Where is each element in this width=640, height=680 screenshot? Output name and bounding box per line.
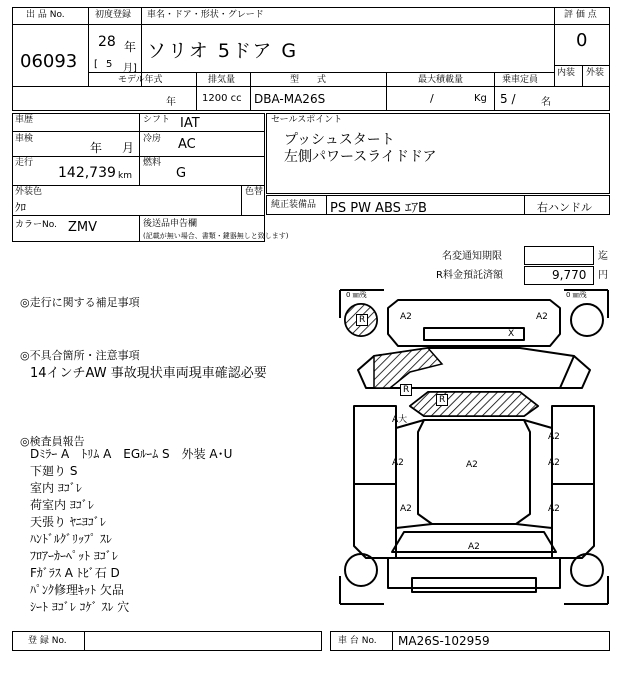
divider xyxy=(12,86,610,87)
defect-notes-text: 14インチAW 事故現状車両現車確認必要 xyxy=(30,366,267,381)
sales-point-label: セールスポイント xyxy=(271,115,343,125)
exterior-color-label: 外装色 xyxy=(15,187,43,197)
ac-label: 冷房 xyxy=(143,134,162,144)
damage-mark-r: R xyxy=(436,394,448,406)
capacity-unit: 名 xyxy=(541,97,551,108)
damage-mark-r: R xyxy=(400,384,412,396)
divider xyxy=(582,65,583,86)
recycle-fee-value: 9,770 xyxy=(552,268,587,282)
equipment-label: 純正装備品 xyxy=(271,200,317,210)
divider xyxy=(12,185,265,186)
model-year-unit: 年 xyxy=(166,97,176,108)
divider xyxy=(12,156,265,157)
registration-number-label: 登 録 No. xyxy=(28,636,67,646)
mileage-value: 142,739 xyxy=(58,165,116,181)
damage-mark-a2: A2 xyxy=(466,460,478,470)
model-type-value: DBA-MA26S xyxy=(254,92,326,106)
divider xyxy=(12,131,265,132)
chassis-number-value: MA26S-102959 xyxy=(398,634,490,648)
score-value: 0 xyxy=(576,30,588,51)
defect-notes-heading: ◎不具合箇所・注意事項 xyxy=(20,349,140,362)
rear-bumper xyxy=(388,558,560,588)
divider xyxy=(241,185,242,215)
damage-mark-a2: A2 xyxy=(548,504,560,514)
max-load-slash: / xyxy=(430,92,434,105)
damage-mark-r: R xyxy=(356,314,368,326)
driving-notes-heading: ◎走行に関する補足事項 xyxy=(20,296,140,309)
sales-point-line-1: プッシュスタート xyxy=(284,132,395,148)
first-registration-label: 初度登録 xyxy=(95,10,132,20)
history-label: 車歴 xyxy=(15,115,34,125)
transfer-deadline-unit: 迄 xyxy=(598,251,608,262)
tire-front-right xyxy=(571,304,603,336)
inspector-line: Fｶﾞﾗｽ A ﾄﾋﾞ石 D xyxy=(30,566,120,580)
first-registration-month: 5 xyxy=(106,59,113,70)
divider xyxy=(88,7,89,86)
month-bracket: [ xyxy=(94,59,98,70)
damage-mark-a2: A2 xyxy=(536,312,548,322)
damage-hatch-windshield xyxy=(410,392,538,416)
mileage-label: 走行 xyxy=(15,158,34,168)
divider xyxy=(12,24,89,25)
damage-mark-a2: A2 xyxy=(468,542,480,552)
displacement-value: 1200 cc xyxy=(202,93,242,104)
divider xyxy=(554,24,610,25)
inspector-line: 室内 ﾖｺﾞﾚ xyxy=(30,481,82,495)
divider xyxy=(326,195,327,215)
inspection-label: 車検 xyxy=(15,134,34,144)
damage-mark-a2: A2 xyxy=(548,458,560,468)
right-fender xyxy=(560,356,590,388)
inspector-line: 天張り ﾔﾆﾖｺﾞﾚ xyxy=(30,515,106,529)
max-load-unit: Kg xyxy=(474,93,487,104)
divider xyxy=(494,72,495,111)
shift-label: シフト xyxy=(143,115,171,125)
capacity-label: 乗車定員 xyxy=(502,75,539,85)
tire-depth-right: 0 ㎜残 xyxy=(566,291,587,299)
after-delivery-label: 後送品申告欄 xyxy=(143,219,198,229)
inspector-line: 荷室内 ﾖｺﾞﾚ xyxy=(30,498,94,512)
type-label: 型 式 xyxy=(290,75,327,85)
score-label: 評 価 点 xyxy=(564,10,597,20)
left-side xyxy=(354,406,396,558)
roof xyxy=(418,420,530,524)
damage-mark-a-large: A大 xyxy=(392,415,408,425)
exterior-color-value: ｸﾛ xyxy=(15,201,26,214)
inspector-line: ﾌﾛｱｰｶｰﾍﾟｯﾄ ﾖｺﾞﾚ xyxy=(30,549,118,563)
damage-mark-a2: A2 xyxy=(548,432,560,442)
inspector-line: ﾊﾟﾝｸ修理ｷｯﾄ 欠品 xyxy=(30,583,124,597)
divider xyxy=(84,631,85,651)
damage-hatch-left-front xyxy=(374,348,442,388)
rear-plate-area xyxy=(412,578,536,592)
first-registration-year: 28 xyxy=(98,34,116,50)
shift-value: IAT xyxy=(180,116,200,131)
ac-value: AC xyxy=(178,137,196,152)
divider xyxy=(196,72,197,111)
chassis-number-label: 車 台 No. xyxy=(338,636,377,646)
divider xyxy=(139,215,140,242)
exterior-score-label: 外装 xyxy=(586,68,605,78)
lot-number-label: 出 品 No. xyxy=(26,10,65,20)
color-number-label: カラーNo. xyxy=(15,220,57,230)
divider xyxy=(139,113,140,185)
fuel-value: G xyxy=(176,166,187,181)
damage-mark-a2: A2 xyxy=(400,312,412,322)
transfer-deadline-label: 名変通知期限 xyxy=(442,251,502,262)
model-year-label: モデル年式 xyxy=(118,75,163,85)
pillar-lines xyxy=(396,420,552,528)
month-unit: 月] xyxy=(123,63,137,74)
inspector-line: ｼｰﾄ ﾖｺﾞﾚ ｺｹﾞ ｽﾚ 穴 xyxy=(30,600,130,614)
steering-position: 右ハンドル xyxy=(537,201,592,214)
inspector-line: 下廻り S xyxy=(30,464,78,478)
displacement-label: 排気量 xyxy=(208,75,236,85)
divider xyxy=(250,72,251,111)
damage-mark-a2: A2 xyxy=(392,458,404,468)
lot-number: 06093 xyxy=(20,51,78,72)
damage-diagram xyxy=(338,288,610,606)
repaint-label: 色替 xyxy=(245,187,264,197)
color-number-value: ZMV xyxy=(68,220,98,235)
divider xyxy=(386,72,387,111)
mileage-unit: km xyxy=(118,171,132,181)
divider xyxy=(392,631,393,651)
divider xyxy=(88,72,554,73)
max-load-label: 最大積載量 xyxy=(418,75,464,85)
inspector-report-list xyxy=(30,446,232,616)
inspector-line: ﾊﾝﾄﾞﾙｸﾞﾘｯﾌﾟ ｽﾚ xyxy=(30,532,112,546)
after-delivery-note: (記載が無い場合、書類・鍵器無しと致します) xyxy=(143,232,289,240)
recycle-fee-unit: 円 xyxy=(598,270,608,281)
transfer-deadline-box xyxy=(524,246,594,265)
damage-mark-x: X xyxy=(508,329,515,339)
inspector-line: Dﾐﾗｰ A ﾄﾘﾑ A EGﾙｰﾑ S 外装 A･U xyxy=(30,447,233,461)
sales-point-line-2: 左側パワースライドドア xyxy=(284,149,437,165)
frame-corner xyxy=(340,576,384,604)
equipment-value: PS PW ABS ｴｱB xyxy=(330,201,427,216)
car-name-label: 車名・ドア・形状・グレード xyxy=(147,10,264,20)
divider xyxy=(554,7,555,86)
interior-score-label: 内装 xyxy=(557,68,576,78)
inspection-month-unit: 月 xyxy=(122,141,135,155)
frame-corner xyxy=(564,576,608,604)
divider xyxy=(88,24,554,25)
divider xyxy=(524,195,525,215)
inspection-year-unit: 年 xyxy=(90,141,103,155)
recycle-fee-label: R料金預託済額 xyxy=(436,270,503,281)
tire-depth-left: 0 ㎜残 xyxy=(346,291,367,299)
fuel-label: 燃料 xyxy=(143,158,162,168)
inspector-report-heading: ◎検査員報告 xyxy=(20,435,85,448)
damage-mark-a2: A2 xyxy=(400,504,412,514)
car-name: ソリオ 5ドア G xyxy=(147,40,299,62)
right-side xyxy=(552,406,594,558)
car-outline-svg xyxy=(338,288,610,606)
capacity-value: 5 / xyxy=(500,92,516,106)
year-unit: 年 xyxy=(124,40,137,54)
